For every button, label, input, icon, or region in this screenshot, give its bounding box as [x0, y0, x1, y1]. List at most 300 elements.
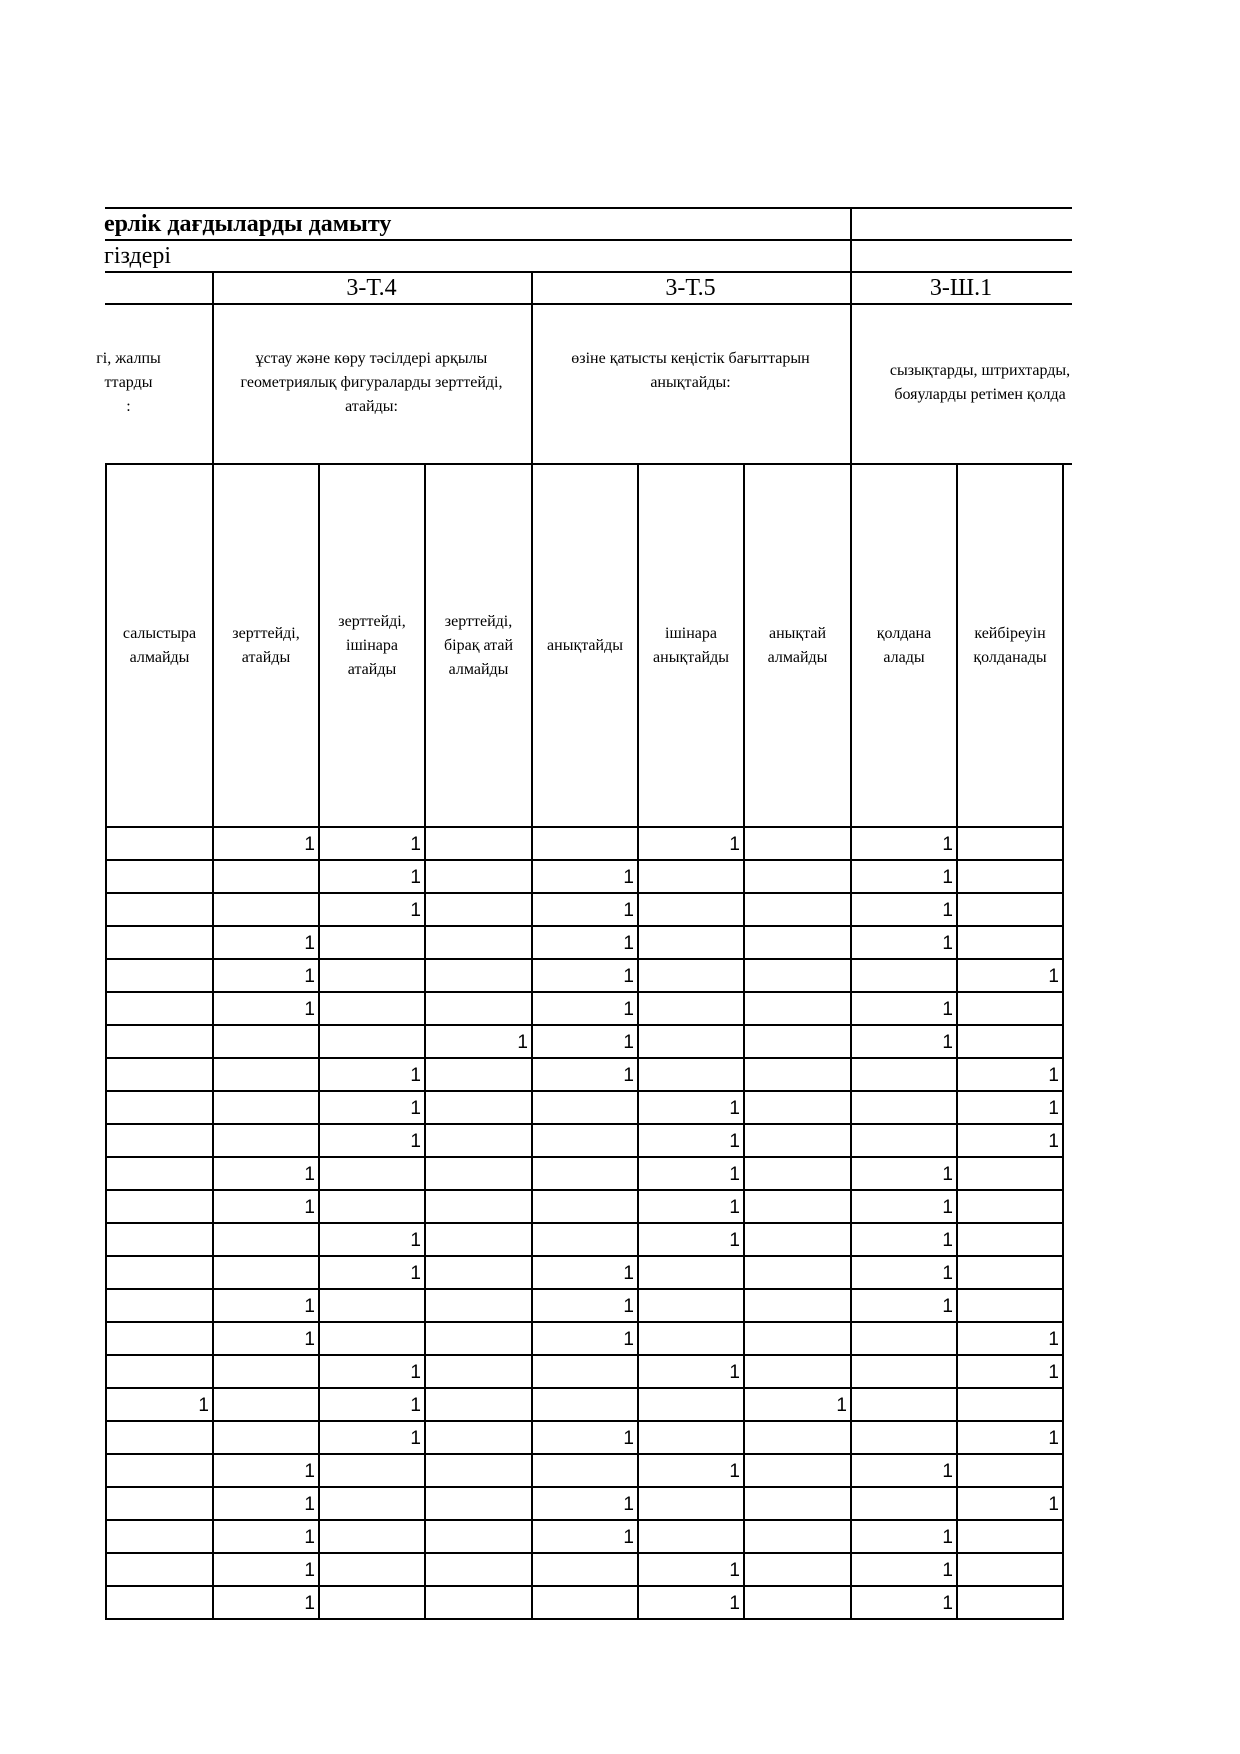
table-cell [426, 1125, 531, 1156]
column-header [426, 465, 531, 826]
table-cell [745, 1092, 850, 1123]
indicator-code [105, 273, 212, 303]
table-cell: 1 [729, 834, 740, 855]
table-cell [852, 1422, 956, 1453]
table-cell: 1 [304, 1560, 315, 1581]
table-cell: 1 [1048, 1494, 1059, 1515]
description-line: сызықтарды, штрихтарды, [889, 362, 1071, 379]
row-divider [105, 1090, 1064, 1092]
table-cell: 1 [729, 1362, 740, 1383]
table-cell [107, 1521, 212, 1552]
left-border [105, 463, 107, 1620]
table-cell [533, 1455, 637, 1486]
description-line: ұстау және көру тәсілдері арқылы [255, 350, 488, 367]
table-cell [745, 1455, 850, 1486]
table-cell [426, 1521, 531, 1552]
table-cell [639, 993, 743, 1024]
table-cell: 1 [942, 1593, 953, 1614]
table-cell: 1 [1048, 1329, 1059, 1350]
header-divider [105, 303, 1072, 305]
table-cell [958, 1290, 1062, 1321]
table-cell: 1 [623, 1263, 634, 1284]
table-cell [320, 1521, 424, 1552]
row-divider [105, 1453, 1064, 1455]
table-cell [214, 1059, 318, 1090]
table-cell [107, 1356, 212, 1387]
table-cell [107, 1587, 212, 1618]
table-cell: 1 [304, 1197, 315, 1218]
row-divider [105, 1024, 1064, 1026]
table-cell: 1 [410, 1230, 421, 1251]
table-cell [533, 1158, 637, 1189]
table-cell: 1 [1048, 1131, 1059, 1152]
row-divider [105, 1519, 1064, 1521]
table-cell: 1 [304, 1494, 315, 1515]
table-cell [745, 993, 850, 1024]
column-header-line: анықтай [768, 624, 827, 642]
table-cell [852, 960, 956, 991]
column-divider [637, 463, 639, 1620]
table-cell [320, 1455, 424, 1486]
table-cell [426, 1059, 531, 1090]
table-cell [958, 828, 1062, 859]
group-divider [531, 271, 533, 1620]
column-header [214, 465, 318, 826]
table-cell: 1 [1048, 1098, 1059, 1119]
table-cell [533, 828, 637, 859]
indicator-code: 3-Т.5 [665, 275, 716, 301]
table-cell [107, 960, 212, 991]
row-divider [105, 1585, 1064, 1587]
table-cell [320, 960, 424, 991]
table-cell [426, 1587, 531, 1618]
column-header-line: анықтайды [547, 636, 623, 654]
table-cell: 1 [304, 1461, 315, 1482]
table-cell: 1 [198, 1395, 209, 1416]
row-divider [105, 1288, 1064, 1290]
table-cell [745, 1224, 850, 1255]
column-header-line: бірақ атай [444, 636, 513, 654]
table-cell: 1 [729, 1593, 740, 1614]
table-cell [426, 861, 531, 892]
table-cell [745, 1488, 850, 1519]
table-cell: 1 [729, 1461, 740, 1482]
row-divider [105, 1486, 1064, 1488]
table-cell [745, 1323, 850, 1354]
column-header-line: зерттейді, [444, 612, 513, 630]
column-divider [318, 463, 320, 1620]
table-cell [426, 1092, 531, 1123]
table-cell [426, 1191, 531, 1222]
table-cell: 1 [942, 1560, 953, 1581]
table-cell [107, 1092, 212, 1123]
table-cell [107, 1059, 212, 1090]
table-cell [107, 894, 212, 925]
table-cell: 1 [410, 900, 421, 921]
table-cell: 1 [304, 966, 315, 987]
table-cell [107, 1026, 212, 1057]
table-cell [426, 993, 531, 1024]
table-cell [958, 1521, 1062, 1552]
row-divider [105, 1255, 1064, 1257]
table-cell [107, 1125, 212, 1156]
table-cell: 1 [942, 900, 953, 921]
table-cell [958, 1224, 1062, 1255]
table-cell: 1 [304, 1164, 315, 1185]
table-cell [426, 1158, 531, 1189]
table-cell [745, 828, 850, 859]
table-cell: 1 [623, 1296, 634, 1317]
table-cell [745, 960, 850, 991]
table-cell [958, 1389, 1062, 1420]
table-cell [320, 1026, 424, 1057]
table-cell [320, 1587, 424, 1618]
table-cell [426, 1356, 531, 1387]
description-line: ттарды [104, 374, 153, 391]
table-cell [533, 1554, 637, 1585]
header-divider [105, 239, 1072, 241]
row-divider [105, 1189, 1064, 1191]
table-cell [426, 828, 531, 859]
description-line: анықтайды: [650, 374, 731, 391]
table-cell: 1 [623, 999, 634, 1020]
table-cell [107, 927, 212, 958]
table-cell [107, 828, 212, 859]
description-line: өзіне қатысты кеңістік бағыттарын [571, 350, 810, 367]
table-cell [320, 1290, 424, 1321]
column-header-line: алмайды [129, 648, 190, 666]
table-cell: 1 [942, 1263, 953, 1284]
table-cell: 1 [942, 933, 953, 954]
section-subtitle: гіздері [104, 243, 172, 269]
row-divider [105, 1222, 1064, 1224]
table-cell [107, 993, 212, 1024]
table-cell [426, 894, 531, 925]
row-divider [105, 1420, 1064, 1422]
table-cell: 1 [623, 1032, 634, 1053]
table-cell [214, 1125, 318, 1156]
table-cell: 1 [729, 1164, 740, 1185]
description-line: геометриялық фигураларды зерттейді, [240, 374, 503, 391]
table-cell [745, 1125, 850, 1156]
table-cell [107, 861, 212, 892]
table-cell [107, 1257, 212, 1288]
row-divider [105, 958, 1064, 960]
table-cell [852, 1488, 956, 1519]
table-cell [745, 927, 850, 958]
table-cell: 1 [623, 1065, 634, 1086]
table-cell [745, 894, 850, 925]
table-cell [958, 1158, 1062, 1189]
indicator-code: 3-Т.4 [346, 275, 397, 301]
table-cell [958, 1257, 1062, 1288]
column-header [639, 465, 743, 826]
table-cell [426, 1422, 531, 1453]
table-cell: 1 [1048, 1428, 1059, 1449]
column-header [533, 465, 637, 826]
indicator-description [45, 305, 212, 463]
table-cell [958, 1587, 1062, 1618]
table-cell [958, 1026, 1062, 1057]
row-divider [105, 859, 1064, 861]
column-header-line: алады [883, 648, 925, 666]
table-cell: 1 [304, 1593, 315, 1614]
table-cell [107, 1158, 212, 1189]
table-cell: 1 [942, 1527, 953, 1548]
table-cell [639, 1323, 743, 1354]
table-cell [426, 1389, 531, 1420]
table-cell [533, 1092, 637, 1123]
table-cell [107, 1488, 212, 1519]
table-cell [107, 1323, 212, 1354]
table-cell: 1 [304, 933, 315, 954]
table-cell [107, 1455, 212, 1486]
table-cell [533, 1191, 637, 1222]
table-cell [639, 1257, 743, 1288]
table-cell: 1 [942, 999, 953, 1020]
table-cell [745, 1290, 850, 1321]
column-divider [424, 463, 426, 1620]
column-header-line: салыстыра [122, 624, 197, 642]
table-cell [639, 1488, 743, 1519]
row-divider [105, 1057, 1064, 1059]
table-cell [426, 1488, 531, 1519]
table-cell: 1 [623, 1428, 634, 1449]
table-cell: 1 [942, 834, 953, 855]
table-cell [533, 1224, 637, 1255]
table-cell: 1 [729, 1131, 740, 1152]
table-cell [745, 861, 850, 892]
column-divider [956, 463, 958, 1620]
row-divider [105, 1618, 1064, 1620]
table-cell: 1 [410, 1098, 421, 1119]
column-header-line: анықтайды [653, 648, 729, 666]
table-cell [533, 1389, 637, 1420]
table-cell: 1 [410, 1263, 421, 1284]
table-cell [745, 1554, 850, 1585]
table-cell [852, 1356, 956, 1387]
description-line: гі, жалпы [96, 350, 161, 367]
column-header-line: ішінара [346, 636, 398, 654]
table-cell [533, 1356, 637, 1387]
description-line: : [126, 398, 131, 415]
table-cell: 1 [942, 1032, 953, 1053]
table-cell [426, 1290, 531, 1321]
table-cell [958, 1191, 1062, 1222]
table-cell [745, 1521, 850, 1552]
column-header-line: алмайды [448, 660, 509, 678]
table-cell: 1 [1048, 1065, 1059, 1086]
table-cell [958, 927, 1062, 958]
description-line: атайды: [345, 398, 398, 415]
table-cell [852, 1389, 956, 1420]
column-header [320, 465, 424, 826]
table-cell [745, 1026, 850, 1057]
group-divider [212, 271, 214, 1620]
table-cell [745, 1191, 850, 1222]
table-cell [320, 1323, 424, 1354]
table-cell [214, 1389, 318, 1420]
section-title: ерлік дағдыларды дамыту [104, 211, 392, 237]
table-cell [639, 1059, 743, 1090]
table-cell [745, 1356, 850, 1387]
table-cell [958, 861, 1062, 892]
table-cell [639, 1521, 743, 1552]
table-cell: 1 [623, 867, 634, 888]
table-cell [426, 1224, 531, 1255]
table-cell: 1 [410, 834, 421, 855]
table-cell: 1 [729, 1197, 740, 1218]
table-cell [214, 1356, 318, 1387]
table-cell: 1 [942, 1296, 953, 1317]
table-cell [533, 1587, 637, 1618]
table-cell [852, 1092, 956, 1123]
table-cell: 1 [1048, 966, 1059, 987]
column-header [852, 465, 956, 826]
table-cell: 1 [729, 1230, 740, 1251]
row-divider [105, 1552, 1064, 1554]
row-divider [105, 991, 1064, 993]
table-cell: 1 [729, 1560, 740, 1581]
table-cell: 1 [942, 1164, 953, 1185]
table-cell: 1 [623, 1527, 634, 1548]
table-cell [958, 1455, 1062, 1486]
table-cell [745, 1059, 850, 1090]
table-cell [426, 927, 531, 958]
indicator-description [212, 305, 531, 463]
table-cell [214, 861, 318, 892]
table-cell [852, 1125, 956, 1156]
row-divider [105, 1354, 1064, 1356]
column-header-line: кейбіреуін [974, 624, 1046, 642]
table-cell [320, 1191, 424, 1222]
table-cell: 1 [410, 1395, 421, 1416]
table-cell [745, 1158, 850, 1189]
table-cell [852, 1323, 956, 1354]
table-cell: 1 [623, 933, 634, 954]
table-cell [214, 894, 318, 925]
group-divider [850, 271, 852, 1620]
table-cell: 1 [623, 966, 634, 987]
table-cell: 1 [410, 1131, 421, 1152]
table-cell [107, 1290, 212, 1321]
table-cell: 1 [942, 867, 953, 888]
table-cell [214, 1026, 318, 1057]
table-cell: 1 [304, 1296, 315, 1317]
table-cell [852, 1059, 956, 1090]
table-cell [107, 1224, 212, 1255]
column-header [745, 465, 850, 826]
table-cell [426, 1323, 531, 1354]
indicator-description [531, 305, 850, 463]
table-cell [639, 1389, 743, 1420]
column-header-line: қолдана [876, 624, 932, 642]
right-border [1062, 463, 1064, 1620]
table-cell [107, 1422, 212, 1453]
table-cell: 1 [942, 1461, 953, 1482]
column-header-line: ішінара [665, 624, 717, 642]
row-divider [105, 1321, 1064, 1323]
table-cell [745, 1257, 850, 1288]
table-cell: 1 [410, 1065, 421, 1086]
row-divider [105, 1123, 1064, 1125]
column-header [958, 465, 1062, 826]
row-divider [105, 1387, 1064, 1389]
table-cell [639, 861, 743, 892]
table-cell [533, 1125, 637, 1156]
table-cell [639, 927, 743, 958]
table-cell [958, 894, 1062, 925]
table-cell: 1 [836, 1395, 847, 1416]
indicator-code: 3-Ш.1 [929, 275, 993, 301]
table-cell: 1 [623, 1494, 634, 1515]
row-divider [105, 826, 1064, 828]
group-divider [850, 207, 852, 271]
row-divider [105, 925, 1064, 927]
table-cell: 1 [304, 1527, 315, 1548]
table-cell [958, 1554, 1062, 1585]
column-header [107, 465, 212, 826]
indicator-description [850, 305, 1110, 463]
table-cell [107, 1191, 212, 1222]
table-cell: 1 [623, 1329, 634, 1350]
assessment-sheet [96, 207, 1072, 1630]
table-cell [320, 1158, 424, 1189]
table-cell [107, 1554, 212, 1585]
table-cell [639, 894, 743, 925]
table-cell [745, 1422, 850, 1453]
column-header-line: зерттейді, [338, 612, 406, 630]
table-cell [639, 1422, 743, 1453]
column-header-line: қолданады [973, 648, 1047, 666]
table-cell: 1 [410, 867, 421, 888]
description-line: бояуларды ретімен қолда [894, 386, 1066, 403]
table-cell [320, 1554, 424, 1585]
table-cell [639, 1026, 743, 1057]
table-cell [214, 1422, 318, 1453]
table-cell [745, 1587, 850, 1618]
row-divider [105, 1156, 1064, 1158]
table-cell [320, 1488, 424, 1519]
table-cell: 1 [942, 1230, 953, 1251]
column-header-line: зерттейді, [232, 624, 300, 642]
table-cell: 1 [517, 1032, 528, 1053]
table-cell: 1 [623, 900, 634, 921]
table-cell [639, 960, 743, 991]
table-cell: 1 [304, 834, 315, 855]
table-cell: 1 [729, 1098, 740, 1119]
header-top-border [105, 207, 1072, 209]
column-header-line: алмайды [767, 648, 828, 666]
table-cell [214, 1257, 318, 1288]
table-cell [958, 993, 1062, 1024]
column-header-line: атайды [347, 660, 397, 678]
table-cell [426, 1554, 531, 1585]
header-divider [105, 271, 1072, 273]
table-cell [320, 927, 424, 958]
table-cell: 1 [410, 1428, 421, 1449]
table-cell [214, 1092, 318, 1123]
table-cell: 1 [942, 1197, 953, 1218]
table-cell: 1 [304, 1329, 315, 1350]
header-divider [105, 463, 1072, 465]
table-cell: 1 [304, 999, 315, 1020]
table-cell: 1 [410, 1362, 421, 1383]
table-cell [426, 960, 531, 991]
table-cell [639, 1290, 743, 1321]
column-divider [743, 463, 745, 1620]
table-cell: 1 [1048, 1362, 1059, 1383]
